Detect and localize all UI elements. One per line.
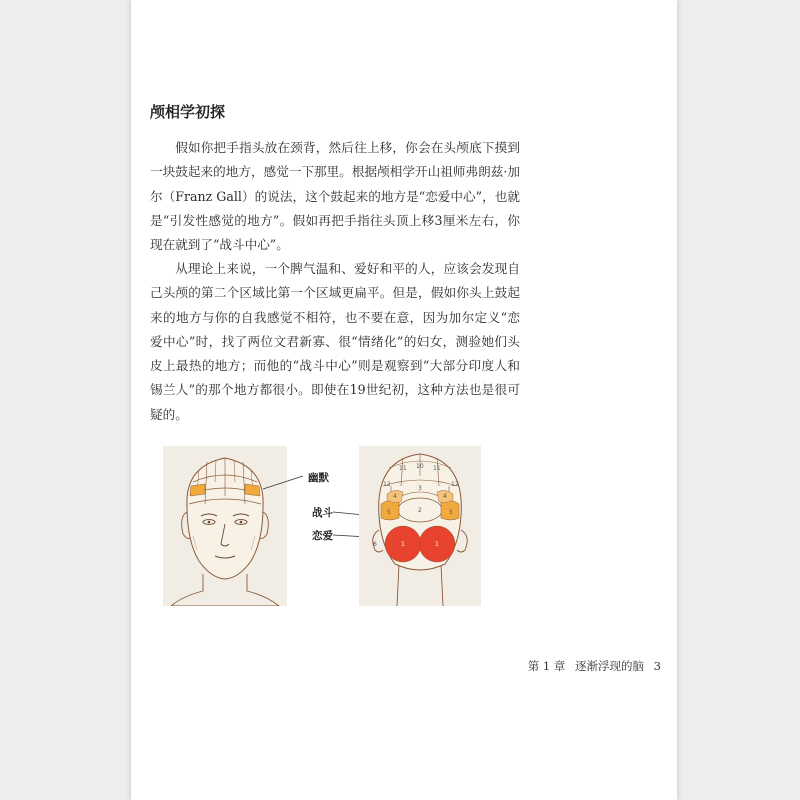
region-number: 4 <box>443 493 447 500</box>
footer-title: 逐渐浮现的脑 <box>575 659 645 673</box>
page-footer <box>522 658 661 674</box>
paragraph-2: 从理论上来说，一个脾气温和、爱好和平的人，应该会发现自己头颅的第二个区域比第一个区域更扁平。但是，假如你头上鼓起来的地方与你的自我感觉不相符，也不要在意，因为加尔定义“恋爱中心”时，找了两位文君新寡、很“情绪化”的妇女，测验她们头皮上最热的地方；而他的“战斗中心”则是观察到“大部分印度人和锡兰人”的那个地方都很小。即使在19世纪初，这种方法也是很可疑的。 <box>150 261 520 422</box>
phrenology-head-back <box>359 446 481 606</box>
book-page <box>131 0 677 800</box>
region-number: 10 <box>416 463 424 470</box>
region-number: 1 <box>435 541 439 548</box>
label-combat: 战斗 <box>312 507 333 519</box>
region-number: 3 <box>418 485 422 492</box>
region-number: 6 <box>373 541 377 548</box>
region-number: 5 <box>387 509 391 516</box>
region-number: 5 <box>449 509 453 516</box>
region-number: 11 <box>399 465 407 472</box>
section-heading: 颅相学初探 <box>150 103 226 121</box>
region-number: 11 <box>433 465 441 472</box>
label-love: 恋爱 <box>312 530 333 542</box>
phrenology-figure <box>163 446 493 606</box>
region-number: 4 <box>393 493 397 500</box>
region-number: 2 <box>418 507 422 514</box>
label-humor: 幽默 <box>308 472 329 484</box>
region-number: 12 <box>451 481 459 488</box>
page-number: 3 <box>653 659 661 673</box>
region-number: 12 <box>383 481 391 488</box>
region-number: 1 <box>401 541 405 548</box>
paragraph-1: 假如你把手指头放在颈背，然后往上移，你会在头颅底下摸到一块鼓起来的地方，感觉一下那里。根据颅相学开山祖师弗朗兹·加尔（Franz Gall）的说法，这个鼓起来的地方是“恋爱中心”，也就是“引发性感觉的地方”。假如再把手指往头顶上移3厘米左右，你现在就到了“战斗中心”。 <box>150 140 520 253</box>
footer-chapter: 第 1 章 <box>527 659 566 673</box>
